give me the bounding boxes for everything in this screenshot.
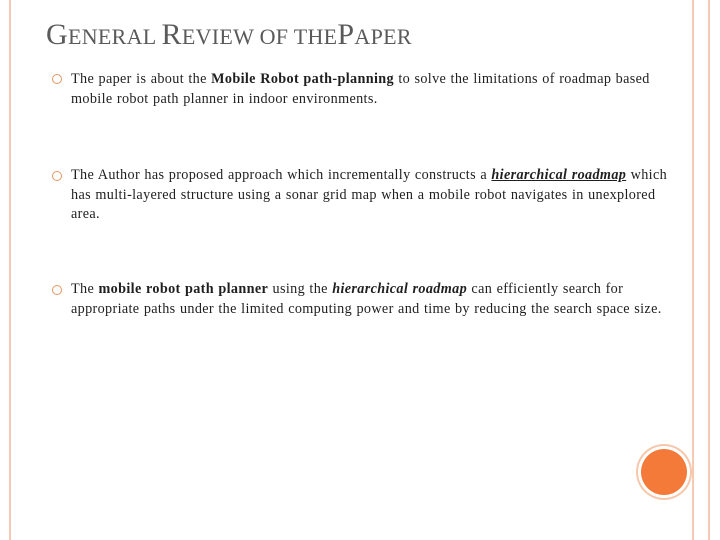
bullet-icon [52, 74, 62, 84]
decorative-circle [641, 449, 687, 495]
slide-title: GENERAL REVIEW OF THEPAPER [46, 18, 412, 51]
frame-border-left [9, 0, 11, 540]
bullet-icon [52, 285, 62, 295]
bullet-text-2: The Author has proposed approach which incrementally constructs a hierarchical roadmap which has multi-layered structure using a sonar grid map when a mobile robot navigates in unexplored area. [71, 167, 668, 222]
bullet-icon [52, 171, 62, 181]
bullet-text-1: The paper is about the Mobile Robot path-planning to solve the limitations of roadmap based mobile robot path planner in indoor environments. [71, 71, 650, 107]
frame-border-right-outer [708, 0, 710, 540]
frame-border-right-inner [692, 0, 694, 540]
bullet-text-3: The mobile robot path planner using the hierarchical roadmap can efficiently search for appropriate paths under the limited computing power and time by reducing the search space size. [71, 281, 662, 317]
